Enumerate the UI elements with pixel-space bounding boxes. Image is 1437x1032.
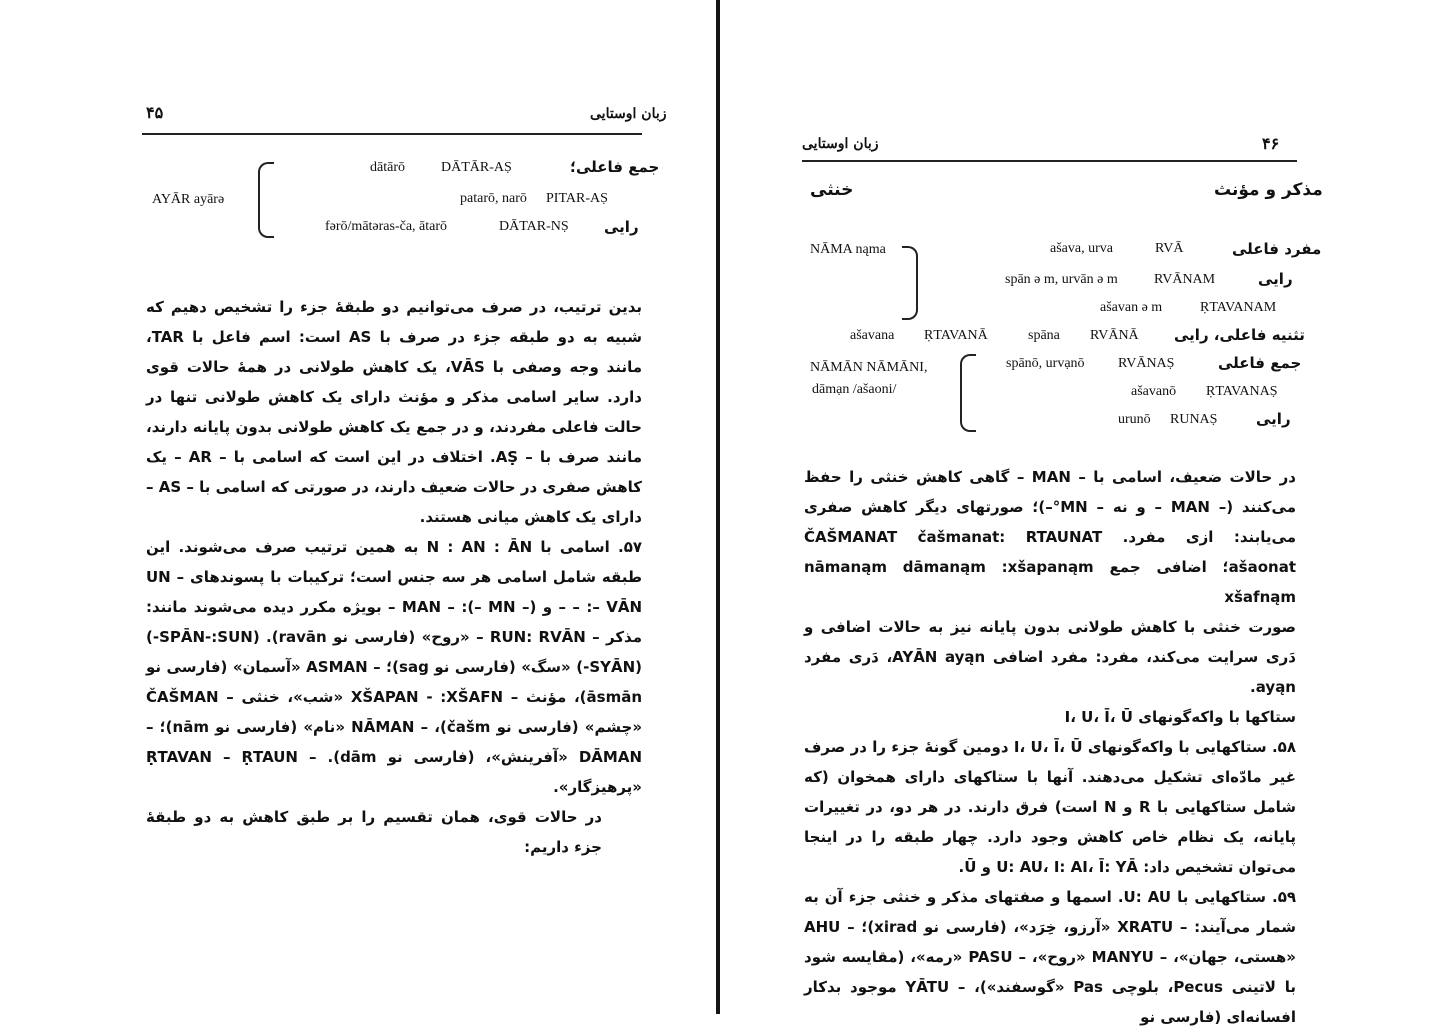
paragraph: صورت خنثی با کاهش طولانی بدون پایانه نیز به حالات اضافی و دَری سرایت می‌کند، مفرد: مفرد اضافی AYĀN ayąn، دَری مفرد ayąn. — [804, 618, 1296, 696]
column-heading-masc-fem: مذکر و مؤنث — [1214, 180, 1323, 200]
row-label: جمع فاعلی — [1218, 354, 1302, 372]
row-stem: DĀTAR-NṢ — [499, 219, 569, 234]
running-head: زبان اوستایی — [802, 136, 879, 152]
row-form: dātārō — [370, 160, 405, 175]
row-stem: PITAR-AṢ — [546, 191, 608, 206]
paragraph: در حالات ضعیف، اسامی با – MAN – گاهی کاهش خنثی را حفظ می‌کنند (– MAN – و نه – MN°–)؛ صورتهای دیگر کاهش صفری می‌یابند: ازی مفرد. ČAŠMANAT čašmanat: RTAUNAT ašaonat؛ اضافی جمع nāmanąm dāmanąm :xšapanąm xšafnąm — [804, 468, 1297, 606]
row-form: spāna — [1028, 328, 1060, 343]
row-form: fərō/mātəras-ča, ātarō — [325, 219, 448, 234]
row-stem: RVĀNAṢ — [1118, 356, 1175, 371]
page-number: ۴۶ — [1262, 134, 1280, 153]
row-label: رایی — [1258, 270, 1293, 288]
row-form: ašava, urva — [1050, 241, 1113, 256]
paragraph: ستاکها با واکه‌گونهای I، U، Ī، Ū — [1064, 708, 1296, 726]
row-form: ašavan ə m — [1100, 300, 1163, 315]
row-stem: RVĀNĀ — [1090, 328, 1139, 343]
grouping-brace — [258, 162, 274, 238]
row-stem: ṚTAVANĀ — [924, 328, 988, 343]
page-number: ۴۵ — [146, 103, 164, 122]
left-page — [0, 0, 716, 1014]
neuter-plural-forms: dāmạn /ašaoni/ — [812, 382, 897, 397]
header-rule — [802, 160, 1297, 162]
row-label: مفرد فاعلی — [1232, 240, 1322, 258]
body-text — [804, 462, 1296, 1032]
row-stem: ṚTAVANAM — [1200, 300, 1277, 315]
neuter-singular: NĀMA nąma — [810, 242, 886, 257]
row-stem: RUNAṢ — [1170, 412, 1218, 427]
row-form: ašavana — [850, 328, 895, 343]
row-form: urunō — [1118, 412, 1151, 427]
row-label: تثنیه فاعلی، رایی — [1174, 326, 1305, 344]
column-heading-neuter: خنثی — [810, 180, 854, 200]
running-head: زبان اوستایی — [590, 106, 667, 122]
body-text — [146, 292, 642, 862]
row-label: رایی — [604, 218, 639, 236]
right-page — [722, 0, 1437, 1026]
row-stem: RVĀ — [1155, 241, 1184, 256]
neuter-plural: NĀMĀN NĀMĀNI, — [810, 360, 928, 375]
book-spine — [716, 0, 720, 1014]
paragraph: ۵۹. ستاکهایی با U: AU. اسمها و صفتهای مذکر و خنثی جزء آن به شمار می‌آیند: – XRATU «آرزو، خِرَد»، (فارسی نو xirad)؛ – AHU «هستی، جهان»، – MANYU «روح»، – PASU «رمه»، (مقایسه شود با لاتینی Pecus، بلوچی Pas «گوسفند»)، – YĀTU موجود بدکار افسانه‌ای (فارسی نو — [804, 888, 1296, 1026]
row-form: spānō, urvạnō — [1006, 356, 1085, 371]
row-stem: RVĀNAM — [1154, 272, 1216, 287]
grouping-brace — [902, 246, 918, 320]
paragraph: ۵۷. اسامی با N : AN : ĀN به همین ترتیب صرف می‌شوند. این طبقه شامل اسامی هر سه جنس است؛ ترکیبات با پسوندهای – UN – :– VĀN – و (– MN –): – MAN – بویژه مکرر دیده می‌شوند مانند: مذکر – RUN: RVĀN – «روح» (فارسی نو ravān). (SPĀN-:SUN-) (SYĀN-) «سگ» (فارسی نو sag)؛ – ASMAN «آسمان» (فارسی نو āsmān)، مؤنث – XŠAPAN - :XŠAFN «شب»، خنثی – ČAŠMAN «چشم» (فارسی نو čašm)، – NĀMAN «نام» (فارسی نو nām)؛ – DĀMAN «آفرینش»، (فارسی نو dām). – ṚTAVAN – ṚTAUN «پرهیزگار». — [146, 538, 643, 796]
row-form: patarō, narō — [460, 191, 527, 206]
side-note: AYĀR ayārə — [152, 192, 225, 207]
row-label: جمع فاعلی؛ — [570, 158, 660, 176]
paragraph: ۵۸. ستاکهایی با واکه‌گونهای I، U، Ī، Ū دومین گونهٔ جزء را در صرف غیر مادّه‌ای تشکیل می‌دهند. آنها با ستاکهای دارای همخوان (که شامل ستاکهایی با R و N است) فرق دارند. در هر دو، در تغییرات پایانه، یک نظام خاص کاهش وجود دارد. چهار طبقه را در اینجا می‌توان تشخیص داد: U: AU، I: AI، Ī: YĀ و Ū. — [804, 738, 1297, 876]
row-form: spān ə m, urvān ə m — [1005, 272, 1118, 287]
row-form: ašavanō — [1131, 384, 1177, 399]
paragraph: در حالات قوی، همان تقسیم را بر طبق کاهش به دو طبقهٔ جزء داریم: — [146, 808, 602, 856]
paragraph: بدین ترتیب، در صرف می‌توانیم دو طبقهٔ جزء را تشخیص دهیم که شبیه به دو طبقه جزء در صرف با AS است: اسم فاعل با TAR، مانند وجه وصفی با VĀS، یک کاهش طولانی در همهٔ حالات قوی دارد. سایر اسامی مذکر و مؤنث دارای یک کاهش طولانی تنها در حالت فاعلی مفردند، و در جمع یک کاهش طولانی بدون پایانه دارند، مانند صرف با – AṢ. اختلاف در این است که اسامی با – AR – یک کاهش صفری در حالات ضعیف دارند، در صورتی که اسامی با – AS – دارای یک کاهش میانی هستند. — [146, 298, 643, 526]
row-label: رایی — [1256, 410, 1291, 428]
header-rule — [142, 133, 642, 135]
row-stem: DĀTĀR-AṢ — [441, 160, 512, 175]
row-stem: ṚTAVANAṢ — [1206, 384, 1278, 399]
grouping-brace — [960, 354, 976, 432]
